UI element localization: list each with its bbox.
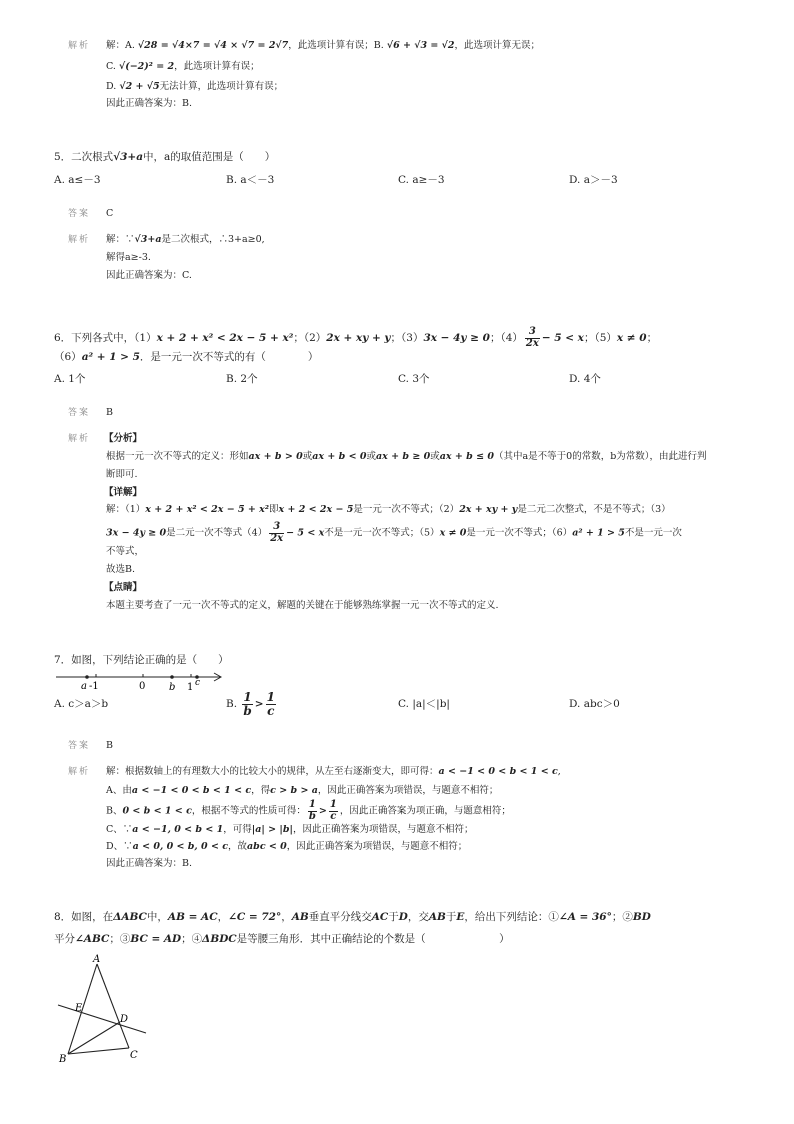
number-line (54, 670, 234, 694)
q7-stem: 7．如图，下列结论正确的是（ ） (54, 654, 229, 666)
q7-option-c: C. |a|＜|b| (398, 698, 450, 710)
q7-option-d: D. abc＞0 (569, 698, 620, 710)
q5-analysis-3: 因此正确答案为：C. (106, 270, 192, 281)
answer-tag: 答案 (68, 408, 91, 418)
q6-analysis-2: 断即可. (106, 469, 138, 480)
q5-option-a: A. a≤－3 (54, 174, 101, 186)
point-a (85, 675, 89, 679)
q5-option-d: D. a＞－3 (569, 174, 618, 186)
perpendicular-bisector (58, 1005, 146, 1033)
q5-option-c: C. a≥－3 (398, 174, 445, 186)
q4-line3: D. √2 + √5无法计算，此选项计算有误； (106, 81, 284, 92)
q5-answer: C (106, 208, 114, 219)
analysis-tag: 解析 (68, 767, 91, 777)
q6-section-comment: 【点睛】 (104, 582, 143, 593)
q6-comment-1: 本题主要考查了一元一次不等式的定义，解题的关键在于能够熟练掌握一元一次不等式的定义. (106, 600, 499, 611)
q6-analysis-1: 根据一元一次不等式的定义：形如ax + b > 0或ax + b < 0或ax + b ≥ 0或ax + b ≤ 0（其中a是不等于0的常数，b为常数），由此进行判 (106, 451, 707, 462)
q7-analysis-6: 因此正确答案为：B. (106, 858, 193, 869)
q7-option-b: B. $\frac{1}{b}$ > $\frac{1}{c}$ (226, 689, 275, 718)
analysis-tag: 解析 (68, 41, 91, 51)
q5-stem: 5．二次根式√3+a中，a的取值范围是（ ） (54, 151, 276, 163)
q6-detail-2: 3x − 4y ≥ 0是二元一次不等式（4） $\frac{3}{2x}$ − 5 < x不是一元一次不等式；（5）x ≠ 0是一元一次不等式；（6）a² + 1 > 5不是一元一次 (106, 521, 682, 544)
q7-analysis-2: A、由a < −1 < 0 < b < 1 < c，得c > b > a，因此正确答案为项错误，与题意不相符； (106, 785, 499, 796)
q5-analysis-1: 解：∵√3+a是二次根式，∴3+a≥0, (106, 234, 265, 245)
q6-section-detail: 【详解】 (104, 487, 143, 498)
analysis-tag: 解析 (68, 235, 91, 245)
q8-stem-line2: 平分∠ABC；③BC = AD；④ΔBDC是等腰三角形．其中正确结论的个数是（ ） (54, 933, 510, 945)
q6-answer: B (106, 407, 113, 418)
answer-tag: 答案 (68, 741, 91, 751)
side-ac (97, 964, 129, 1048)
q5-option-b: B. a＜－3 (226, 174, 275, 186)
label-c: c (195, 678, 201, 688)
q5-analysis-2: 解得a≥-3. (106, 252, 151, 263)
q6-fraction: $\frac{3}{2x}$ (525, 326, 539, 349)
q6-detail-1: 解：（1）x + 2 + x² < 2x − 5 + x²即x + 2 < 2x − 5是一元一次不等式；（2）2x + xy + y是二元二次整式，不是不等式；（3） (106, 504, 671, 515)
label-zero: 0 (139, 681, 146, 692)
q6-stem-line2: （6）a² + 1 > 5．是一元一次不等式的有（ ） (54, 351, 319, 363)
label-A: A (93, 954, 101, 965)
q4-line4: 因此正确答案为：B. (106, 98, 193, 109)
q8-stem-line1: 8．如图，在ΔABC中，AB = AC，∠C = 72°，AB垂直平分线交AC于D，交AB于E，给出下列结论：①∠A = 36°；②BD (54, 911, 651, 923)
answer-tag: 答案 (68, 209, 91, 219)
q7-analysis-5: D、∵a < 0, 0 < b, 0 < c，故abc < 0，因此正确答案为项错误，与题意不相符； (106, 841, 468, 852)
q6-option-b: B. 2个 (226, 373, 258, 385)
q7-analysis-4: C、∵a < −1, 0 < b < 1，可得|a| > |b|，因此正确答案为项错误，与题意不相符； (106, 824, 474, 835)
label-E: E (75, 1003, 83, 1014)
point-b (170, 675, 174, 679)
label-B: B (59, 1054, 67, 1065)
label-a: a (81, 681, 87, 692)
q4-line1: 解：A. √28 = √4×7 = √4 × √7 = 2√7，此选项计算有误；B. √6 + √3 = √2，此选项计算无误； (106, 40, 541, 51)
label-D: D (120, 1014, 129, 1025)
q6-option-a: A. 1个 (54, 373, 86, 385)
q6-section-analysis: 【分析】 (104, 433, 143, 444)
q7-answer: B (106, 740, 113, 751)
analysis-tag: 解析 (68, 434, 91, 444)
label-one: 1 (187, 682, 194, 693)
q6-detail-fraction: $\frac{3}{2x}$ (270, 521, 284, 544)
q6-detail-3: 不等式， (106, 546, 145, 557)
q7-analysis-1: 解：根据数轴上的有理数大小的比较大小的规律，从左至右逐渐变大，即可得：a < −1 < 0 < b < 1 < c, (106, 766, 561, 777)
q7-analysis-3: B、0 < b < 1 < c，根据不等式的性质可得： $\frac{1}{b}$ > $\frac{1}{c}$ ，因此正确答案为项正确，与题意相符； (106, 799, 511, 822)
q6-option-d: D. 4个 (569, 373, 601, 385)
label-minus-one: -1 (89, 681, 99, 692)
triangle-figure (50, 950, 160, 1070)
q7-option-a: A. c＞a＞b (54, 698, 109, 710)
q6-option-c: C. 3个 (398, 373, 430, 385)
q6-stem-line1: 6．下列各式中，（1）x + 2 + x² < 2x − 5 + x²；（2）2x + xy + y；（3）3x − 4y ≥ 0；（4） $\frac{3}{2x}$ − 5 < x；（5）x ≠ 0； (54, 326, 658, 349)
label-C: C (130, 1050, 138, 1061)
label-b: b (169, 682, 176, 693)
q4-line2: C. √(−2)² = 2，此选项计算有误； (106, 61, 260, 72)
q6-detail-4: 故选B. (106, 564, 136, 575)
